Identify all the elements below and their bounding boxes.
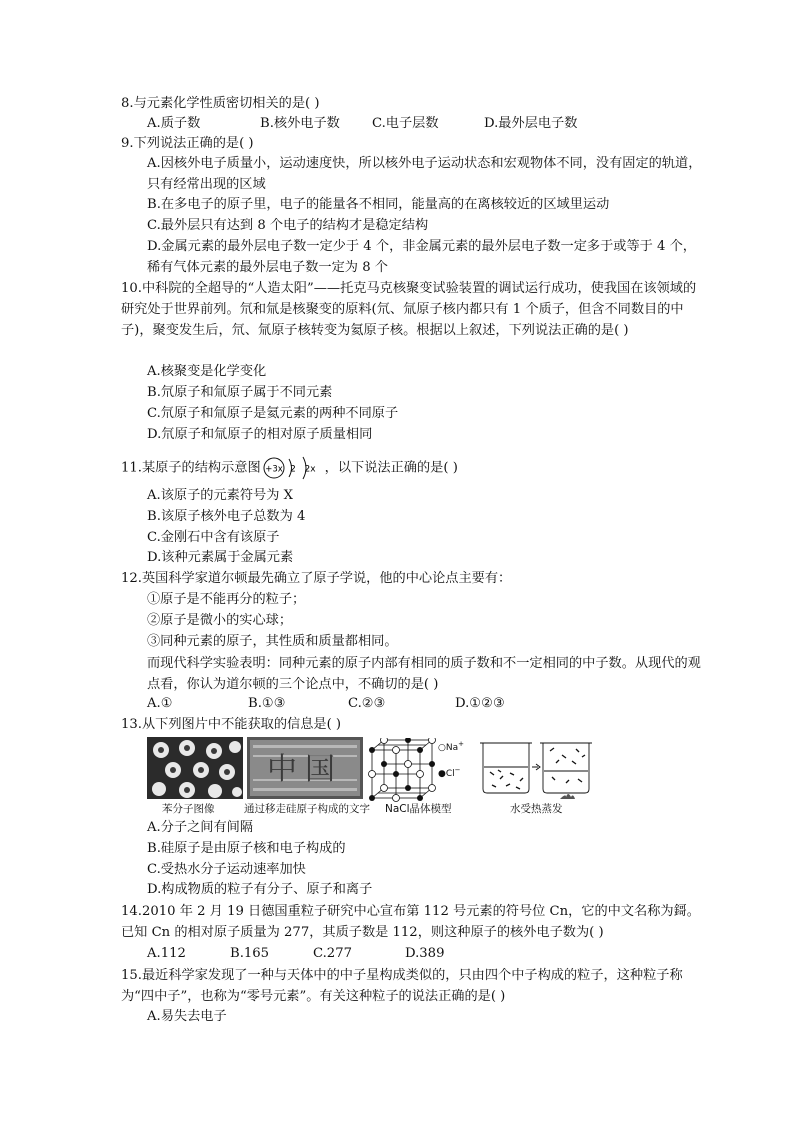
question-12-stem: 12.英国科学家道尔顿最先确立了原子学说，他的中心论点主要有： xyxy=(121,571,512,586)
caption-benzene: 苯分子图像 xyxy=(162,803,215,815)
caption-water: 水受热蒸发 xyxy=(510,803,563,815)
question-15-stem: 15.最近科学家发现了一种与天体中的中子星构成类似的，只由四个中子构成的粒子，这种粒子称为“四中子”，也称为“零号元素”。有关这种粒子的说法正确的是( ) xyxy=(121,968,683,1004)
q9-option-c: C.最外层只有达到 8 个电子的结构才是稳定结构 xyxy=(147,218,429,233)
q8-option-a: A.质子数 xyxy=(147,116,201,131)
q13-option-c: C.受热水分子运动速率加快 xyxy=(147,862,306,877)
na-label: ○Na xyxy=(438,743,459,753)
q11-stem-before: 11.某原子的结构示意图 xyxy=(121,460,261,476)
q9-option-b: B.在多电子的原子里，电子的能量各不相同，能量高的在离核较近的区域里运动 xyxy=(147,197,610,212)
q8-option-c: C.电子层数 xyxy=(372,116,439,131)
q13-option-d: D.构成物质的粒子有分子、原子和离子 xyxy=(147,882,373,897)
question-8-stem: 8.与元素化学性质密切相关的是( ) xyxy=(121,96,320,111)
q14-option-a: A.112 xyxy=(147,946,186,961)
question-14-stem: 14.2010 年 2 月 19 日德国重粒子研究中心宣布第 112 号元素的符号位 Cn，它的中文名称为鎶。已知 Cn 的相对原子质量为 277，其质子数是 112，则这种原子的核外电子数为( ) xyxy=(121,904,700,940)
svg-text:○Na+ xyxy=(438,740,464,753)
question-13-stem: 13.从下列图片中不能获取的信息是( ) xyxy=(121,717,342,732)
shell-2-electrons: 2x xyxy=(304,464,316,475)
caption-nacl: NaCl晶体模型 xyxy=(385,803,452,815)
q12-point-2: ②原子是微小的实心球； xyxy=(147,613,293,628)
q10-option-a: A.核聚变是化学变化 xyxy=(147,364,267,379)
q12-option-d: D.①②③ xyxy=(455,696,505,711)
question-11-stem xyxy=(121,454,458,482)
q10-option-d: D.氘原子和氚原子的相对原子质量相同 xyxy=(147,427,373,442)
atomic-structure-diagram xyxy=(262,454,324,482)
caption-silicon: 通过移走硅原子构成的文字 xyxy=(244,803,370,815)
silicon-atom-text-image xyxy=(247,737,363,799)
shell-1-electrons: 2 xyxy=(289,464,296,475)
q14-option-d: D.389 xyxy=(405,946,445,961)
q12-option-c: C.②③ xyxy=(348,696,386,711)
q11-option-b: B.该原子核外电子总数为 4 xyxy=(147,509,306,524)
q9-option-a: A.因核外电子质量小，运动速度快，所以核外电子运动状态和宏观物体不同，没有固定的轨道，只有经常出现的区域 xyxy=(147,156,702,192)
na-superscript: + xyxy=(458,740,464,748)
q14-option-c: C.277 xyxy=(313,946,352,961)
water-evaporation-beakers xyxy=(480,739,605,801)
q12-option-b: B.①③ xyxy=(248,696,286,711)
q8-option-b: B.核外电子数 xyxy=(260,116,340,131)
q11-option-c: C.金刚石中含有该原子 xyxy=(147,530,280,545)
q13-option-b: B.硅原子是由原子核和电子构成的 xyxy=(147,841,346,856)
q8-option-d: D.最外层电子数 xyxy=(484,116,578,131)
q10-option-b: B.氘原子和氚原子属于不同元素 xyxy=(147,385,333,400)
q12-extra: 而现代科学实验表明：同种元素的原子内部有相同的质子数和不一定相同的中子数。从现代的观点看，你认为道尔顿的三个论点中，不确切的是( ) xyxy=(147,656,701,692)
q12-point-3: ③同种元素的原子，其性质和质量都相同。 xyxy=(147,634,398,649)
question-10-stem: 10.中科院的全超导的“人造太阳”——托克马克核聚变试验装置的调试运行成功，使我国在该领域的研究处于世界前列。氘和氚是核聚变的原料(氘、氚原子核内都只有 1 个质子，但含不同数目的中子)，聚变发生后，氘、氚原子核转变为氦原子核。根据以上叙述，下列说法正确的是( ) xyxy=(121,281,697,338)
q9-option-d: D.金属元素的最外层电子数一定少于 4 个，非金属元素的最外层电子数一定多于或等于 4 个，稀有气体元素的最外层电子数一定为 8 个 xyxy=(147,239,696,275)
cl-label: ●Cl xyxy=(438,769,455,779)
nacl-crystal-model xyxy=(368,738,468,802)
nucleus-charge: +3x xyxy=(264,464,283,475)
q15-option-a: A.易失去电子 xyxy=(147,1009,227,1024)
question-9-stem: 9.下列说法正确的是( ) xyxy=(121,136,254,151)
svg-text:●Cl− xyxy=(438,766,461,779)
cl-superscript: − xyxy=(454,766,461,774)
q12-option-a: A.① xyxy=(147,696,173,711)
q13-option-a: A.分子之间有间隔 xyxy=(147,820,254,835)
q12-point-1: ①原子是不能再分的粒子； xyxy=(147,592,306,607)
benzene-molecule-image xyxy=(147,737,243,799)
q14-option-b: B.165 xyxy=(230,946,270,961)
silicon-text: 中国 xyxy=(267,752,343,787)
q11-stem-after: ，以下说法正确的是( ) xyxy=(324,460,458,476)
q11-option-d: D.该种元素属于金属元素 xyxy=(147,550,294,565)
q11-option-a: A.该原子的元素符号为 X xyxy=(147,488,293,503)
q10-option-c: C.氘原子和氚原子是氦元素的两种不同原子 xyxy=(147,406,399,421)
